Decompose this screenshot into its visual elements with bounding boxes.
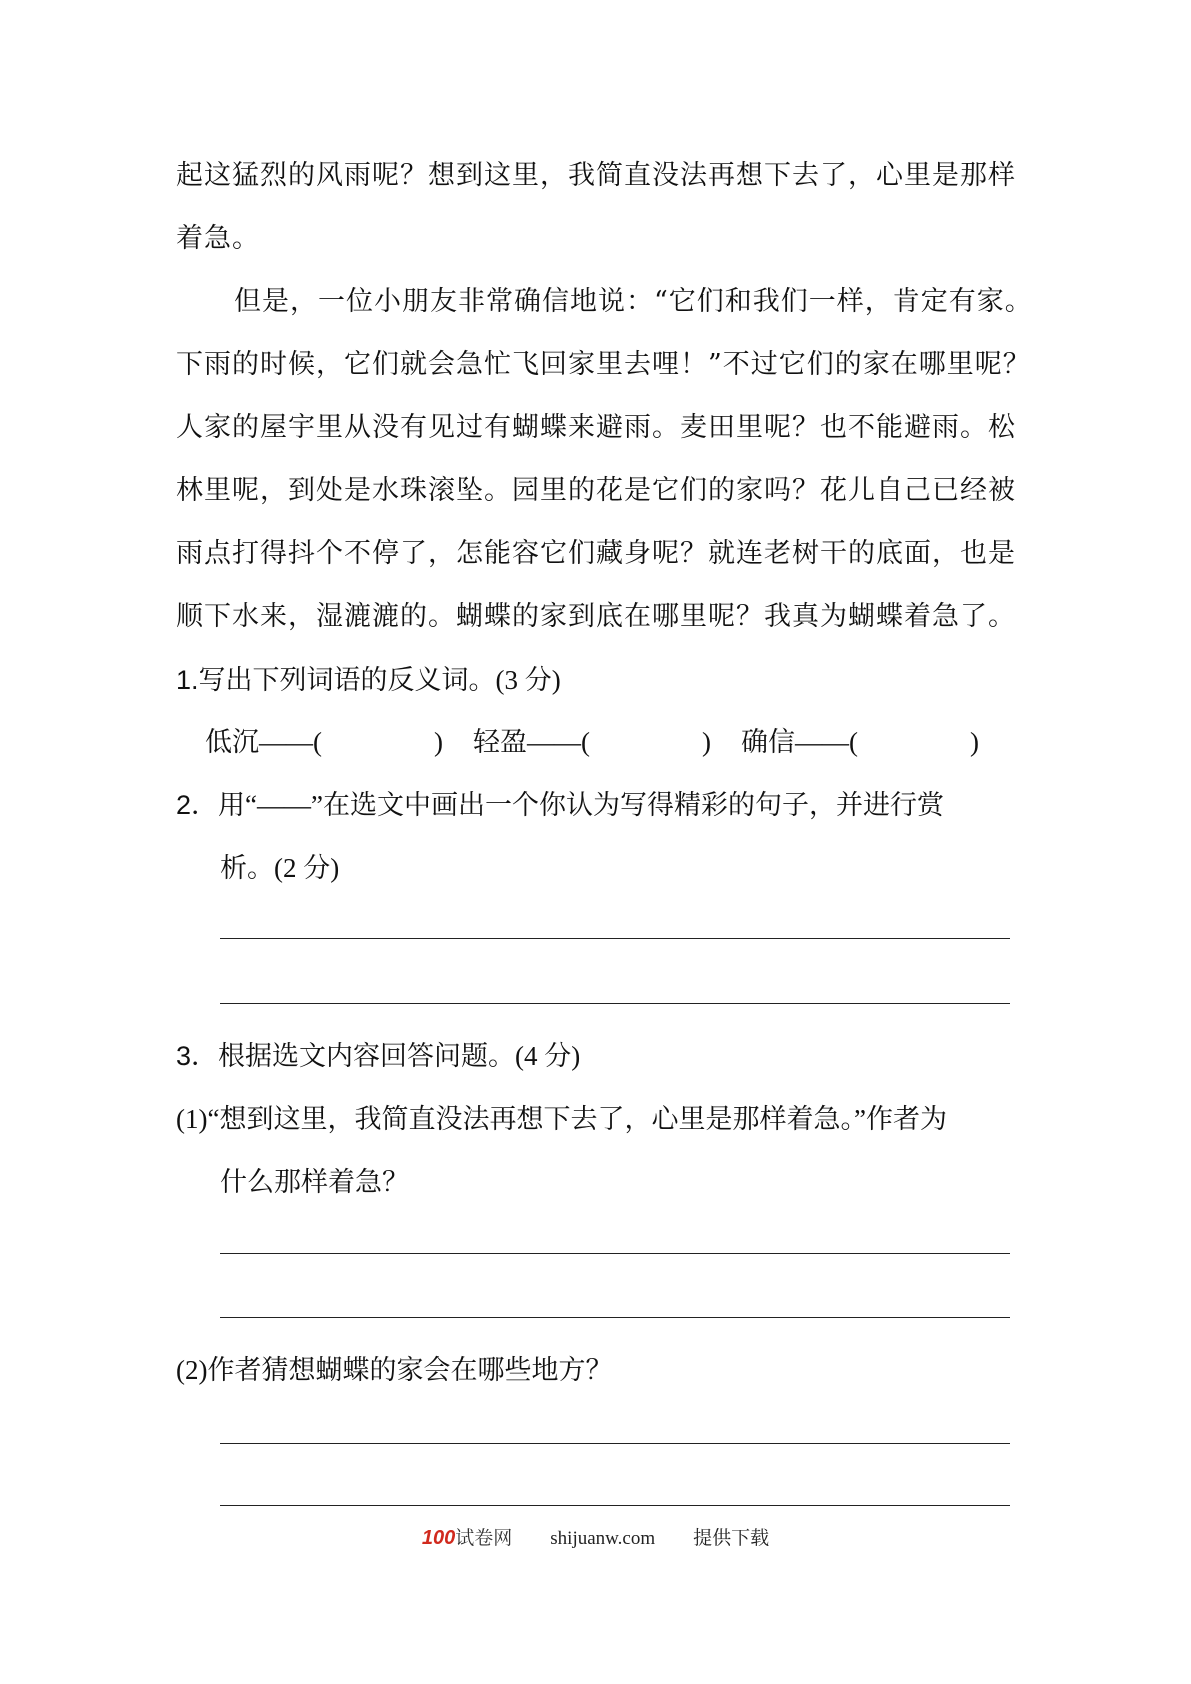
passage-line-2: 着急。: [176, 223, 260, 254]
antonym-item-1[interactable]: [205, 722, 443, 762]
answer-line-q3-1a[interactable]: [220, 1253, 1010, 1254]
passage-line-1: 起这猛烈的风雨呢？想到这里，我简直没法再想下去了，心里是那样: [176, 160, 1016, 191]
site-logo-text: 试卷网: [455, 1528, 513, 1549]
passage-line-6: 林里呢，到处是水珠滚坠。园里的花是它们的家吗？花儿自己已经被: [176, 475, 1016, 506]
page-footer: [0, 1525, 1191, 1552]
answer-line-q3-1b[interactable]: [220, 1317, 1010, 1318]
question-1-text: 写出下列词语的反义词。(3 分): [198, 665, 561, 695]
question-2-text-cont: 析。(2 分): [220, 853, 340, 883]
antonym-word-2: 轻盈——(: [473, 727, 590, 757]
passage-line-5: 人家的屋宇里从没有见过有蝴蝶来避雨。麦田里呢？也不能避雨。松: [176, 412, 1016, 443]
question-3-number: 3．: [176, 1041, 219, 1071]
question-3-sub-2: (2)作者猜想蝴蝶的家会在哪些地方？: [176, 1355, 613, 1385]
site-domain-link[interactable]: shijuanw.com: [550, 1528, 656, 1549]
antonym-item-2[interactable]: [473, 722, 711, 762]
question-2-text: 用“——”在选文中画出一个你认为写得精彩的句子，并进行赏: [218, 790, 944, 820]
antonym-word-3: 确信——(: [741, 727, 858, 757]
question-3-text: 根据选文内容回答问题。(4 分): [218, 1041, 581, 1071]
passage-line-4: 下雨的时候，它们就会急忙飞回家里去哩！”不过它们的家在哪里呢？: [176, 349, 1031, 380]
answer-line-q3-2a[interactable]: [220, 1443, 1010, 1444]
passage-line-8: 顺下水来，湿漉漉的。蝴蝶的家到底在哪里呢？我真为蝴蝶着急了。: [176, 601, 1016, 632]
answer-line-q3-2b[interactable]: [220, 1505, 1010, 1506]
antonym-close-1: ): [434, 727, 443, 757]
question-2-number: 2．: [176, 790, 219, 820]
antonym-word-1: 低沉——(: [205, 727, 322, 757]
passage-line-7: 雨点打得抖个不停了，怎能容它们藏身呢？就连老树干的底面，也是: [176, 538, 1016, 569]
question-1-number: 1.: [176, 665, 199, 695]
answer-line-q2-2[interactable]: [220, 1003, 1010, 1004]
question-3-sub-1: (1)“想到这里，我简直没法再想下去了，心里是那样着急。”作者为: [176, 1104, 947, 1134]
passage-line-3: 但是，一位小朋友非常确信地说：“它们和我们一样，肯定有家。: [234, 286, 1033, 317]
footer-tagline: 提供下载: [693, 1528, 770, 1549]
answer-line-q2-1[interactable]: [220, 938, 1010, 939]
antonym-items: [205, 722, 979, 762]
antonym-item-3[interactable]: [741, 722, 979, 762]
antonym-close-2: ): [702, 727, 711, 757]
antonym-close-3: ): [970, 727, 979, 757]
question-3: [176, 1036, 580, 1076]
question-2: [176, 785, 944, 825]
question-1: [176, 660, 561, 700]
site-logo-number: 100: [421, 1527, 456, 1549]
question-3-sub-1-cont: 什么那样着急？: [220, 1167, 409, 1197]
